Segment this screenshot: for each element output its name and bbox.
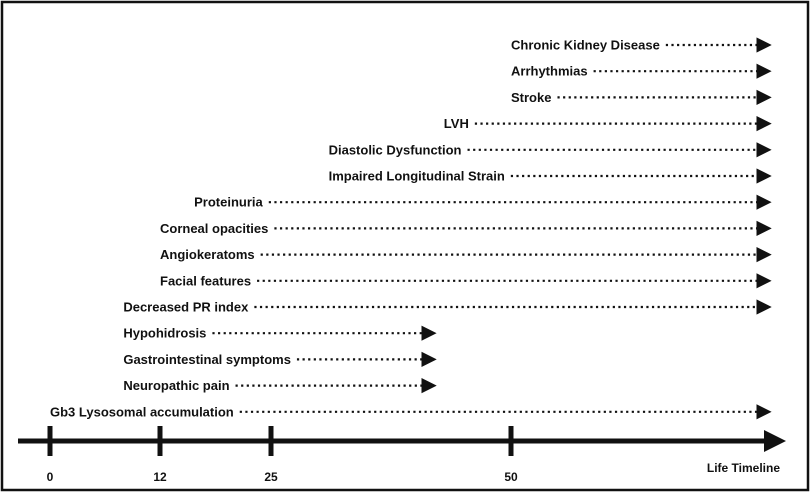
event-label-decreased-pr-index: Decreased PR index bbox=[123, 299, 249, 315]
axis-tick-label-12: 12 bbox=[153, 470, 167, 484]
event-label-lvh: LVH bbox=[443, 116, 469, 132]
axis-tick-label-25: 25 bbox=[264, 470, 278, 484]
event-label-hypohidrosis: Hypohidrosis bbox=[123, 325, 207, 341]
axis-tick-label-50: 50 bbox=[504, 470, 518, 484]
event-label-impaired-longitudinal-strain: Impaired Longitudinal Strain bbox=[328, 168, 505, 184]
event-label-corneal-opacities: Corneal opacities bbox=[160, 220, 269, 236]
event-label-stroke: Stroke bbox=[511, 89, 552, 105]
event-label-neuropathic-pain: Neuropathic pain bbox=[123, 378, 230, 394]
event-label-diastolic-dysfunction: Diastolic Dysfunction bbox=[328, 142, 462, 158]
event-label-arrhythmias: Arrhythmias bbox=[511, 63, 588, 79]
event-label-gb3-lysosomal-accumulation: Gb3 Lysosomal accumulation bbox=[50, 404, 234, 420]
event-label-chronic-kidney-disease: Chronic Kidney Disease bbox=[511, 37, 660, 53]
axis-tick-label-0: 0 bbox=[46, 470, 54, 484]
axis-title: Life Timeline bbox=[706, 461, 780, 475]
event-label-proteinuria: Proteinuria bbox=[194, 194, 263, 210]
event-label-gastrointestinal-symptoms: Gastrointestinal symptoms bbox=[123, 351, 291, 367]
event-label-facial-features: Facial features bbox=[160, 273, 252, 289]
event-label-angiokeratoms: Angiokeratoms bbox=[160, 247, 255, 263]
